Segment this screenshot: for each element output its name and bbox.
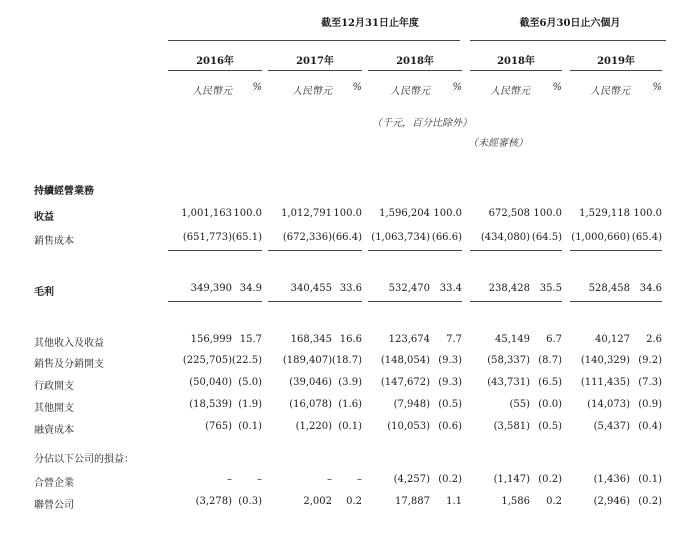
percent-cell: 0.2 — [546, 496, 562, 507]
row-label: 融資成本 — [34, 425, 74, 436]
percent-cell: (9.3) — [438, 377, 462, 388]
year-header: 2019年 — [597, 56, 635, 67]
year-header: 2017年 — [296, 56, 334, 67]
percent-cell: (18.7) — [331, 355, 362, 366]
group-underline-half-year — [470, 40, 666, 41]
amount-cell: (4,257) — [393, 474, 430, 485]
amount-cell: 349,390 — [190, 283, 232, 294]
amount-cell: 340,455 — [290, 283, 332, 294]
percent-cell: (0.2) — [638, 496, 662, 507]
percent-cell: (0.1) — [638, 474, 662, 485]
percent-cell: (66.6) — [431, 232, 462, 243]
amount-cell: 528,458 — [588, 283, 630, 294]
amount-cell: (1,220) — [295, 421, 332, 432]
year-underline — [368, 70, 462, 71]
amount-cell: (3,581) — [493, 421, 530, 432]
percent-cell: 34.6 — [639, 283, 662, 294]
percent-cell: 0.2 — [346, 496, 362, 507]
amount-cell: (10,053) — [387, 421, 430, 432]
section-title: 持續經營業務 — [34, 186, 94, 197]
percent-cell: (5.0) — [238, 377, 262, 388]
unit-percent: % — [252, 82, 262, 93]
percent-cell: (8.7) — [538, 355, 562, 366]
amount-cell: (651,773) — [182, 232, 232, 243]
amount-cell: (7,948) — [393, 399, 430, 410]
subtotal-rule — [570, 250, 662, 251]
percent-cell: (65.1) — [231, 232, 262, 243]
year-underline — [470, 70, 562, 71]
percent-cell: 100.0 — [333, 208, 362, 219]
unit-percent: % — [352, 82, 362, 93]
subtotal-rule — [470, 250, 562, 251]
amount-cell: (43,731) — [487, 377, 530, 388]
year-header: 2016年 — [196, 56, 234, 67]
percent-cell: (0.2) — [538, 474, 562, 485]
unit-percent: % — [452, 82, 462, 93]
percent-cell: 7.7 — [446, 334, 462, 345]
row-label: 行政開支 — [34, 381, 74, 392]
percent-cell: 16.6 — [339, 334, 362, 345]
amount-cell: 1,586 — [501, 496, 530, 507]
row-label: 銷售成本 — [34, 236, 74, 247]
percent-cell: 15.7 — [239, 334, 262, 345]
row-label: 銷售及分銷開支 — [34, 359, 104, 370]
subtotal-rule — [368, 301, 462, 302]
note-unaudited: （未經審核） — [468, 138, 528, 149]
unit-rmb: 人民幣元 — [292, 86, 332, 97]
amount-cell: 17,887 — [395, 496, 430, 507]
amount-cell: 123,674 — [388, 334, 430, 345]
percent-cell: (0.1) — [238, 421, 262, 432]
amount-cell: 2,002 — [303, 496, 332, 507]
percent-cell: 2.6 — [646, 334, 662, 345]
percent-cell: (0.0) — [538, 399, 562, 410]
amount-cell: 45,149 — [495, 334, 530, 345]
row-label: 收益 — [34, 212, 54, 223]
amount-cell: (111,435) — [580, 377, 630, 388]
unit-percent: % — [552, 82, 562, 93]
amount-cell: (55) — [509, 399, 530, 410]
amount-cell: (225,705) — [182, 355, 232, 366]
amount-cell: 40,127 — [595, 334, 630, 345]
percent-cell: (0.1) — [338, 421, 362, 432]
percent-cell: – — [257, 474, 262, 485]
row-label: 合營企業 — [34, 478, 74, 489]
percent-cell: 33.4 — [439, 283, 462, 294]
percent-cell: 100.0 — [433, 208, 462, 219]
amount-cell: (672,336) — [282, 232, 332, 243]
amount-cell: (16,078) — [289, 399, 332, 410]
amount-cell: (14,073) — [587, 399, 630, 410]
percent-cell: (64.5) — [531, 232, 562, 243]
unit-rmb: 人民幣元 — [490, 86, 530, 97]
percent-cell: (0.5) — [538, 421, 562, 432]
amount-cell: (434,080) — [480, 232, 530, 243]
amount-cell: (1,063,734) — [371, 232, 430, 243]
amount-cell: 532,470 — [388, 283, 430, 294]
unit-rmb: 人民幣元 — [390, 86, 430, 97]
percent-cell: (6.5) — [538, 377, 562, 388]
amount-cell: (147,672) — [380, 377, 430, 388]
subtotal-rule — [168, 250, 262, 251]
amount-cell: (189,407) — [282, 355, 332, 366]
amount-cell: (765) — [205, 421, 232, 432]
unit-rmb: 人民幣元 — [590, 86, 630, 97]
percent-cell: (7.3) — [638, 377, 662, 388]
percent-cell: (22.5) — [231, 355, 262, 366]
amount-cell: (140,329) — [580, 355, 630, 366]
year-underline — [168, 70, 262, 71]
subtotal-rule — [168, 301, 262, 302]
note-thousands: （千元，百分比除外） — [372, 118, 472, 129]
percent-cell: (0.4) — [638, 421, 662, 432]
percent-cell: (3.9) — [338, 377, 362, 388]
percent-cell: (1.9) — [238, 399, 262, 410]
amount-cell: 1,001,163 — [181, 208, 232, 219]
amount-cell: 1,012,791 — [281, 208, 332, 219]
percent-cell: 35.5 — [539, 283, 562, 294]
year-underline — [268, 70, 362, 71]
subtotal-rule — [368, 250, 462, 251]
subtotal-rule — [470, 301, 562, 302]
amount-cell: – — [327, 474, 332, 485]
amount-cell: (39,046) — [289, 377, 332, 388]
subtotal-rule — [570, 301, 662, 302]
amount-cell: 168,345 — [290, 334, 332, 345]
unit-percent: % — [652, 82, 662, 93]
amount-cell: (1,436) — [593, 474, 630, 485]
amount-cell: (3,278) — [195, 496, 232, 507]
percent-cell: (0.6) — [438, 421, 462, 432]
percent-cell: (65.4) — [631, 232, 662, 243]
percent-cell: (0.9) — [638, 399, 662, 410]
percent-cell: (0.2) — [438, 474, 462, 485]
percent-cell: (1.6) — [338, 399, 362, 410]
percent-cell: 34.9 — [239, 283, 262, 294]
percent-cell: 33.6 — [339, 283, 362, 294]
percent-cell: 100.0 — [233, 208, 262, 219]
group-header-annual: 截至12月31日止年度 — [321, 18, 419, 29]
percent-cell: 1.1 — [446, 496, 462, 507]
amount-cell: (2,946) — [593, 496, 630, 507]
percent-cell: 6.7 — [546, 334, 562, 345]
amount-cell: 672,508 — [488, 208, 530, 219]
row-label: 聯營公司 — [34, 500, 74, 511]
amount-cell: (1,000,660) — [571, 232, 630, 243]
percent-cell: 100.0 — [533, 208, 562, 219]
amount-cell: (50,040) — [189, 377, 232, 388]
percent-cell: (9.3) — [438, 355, 462, 366]
row-label: 其他收入及收益 — [34, 338, 104, 349]
amount-cell: 1,596,204 — [379, 208, 430, 219]
row-label: 其他開支 — [34, 403, 74, 414]
percent-cell: (66.4) — [331, 232, 362, 243]
unit-rmb: 人民幣元 — [192, 86, 232, 97]
percent-cell: (9.2) — [638, 355, 662, 366]
percent-cell: – — [357, 474, 362, 485]
group-header-half-year: 截至6月30日止六個月 — [519, 18, 621, 29]
percent-cell: (0.5) — [438, 399, 462, 410]
year-underline — [570, 70, 662, 71]
amount-cell: (18,539) — [189, 399, 232, 410]
amount-cell: 1,529,118 — [579, 208, 630, 219]
subtotal-rule — [268, 250, 362, 251]
subtotal-rule — [268, 301, 362, 302]
amount-cell: (148,054) — [380, 355, 430, 366]
amount-cell: (5,437) — [593, 421, 630, 432]
year-header: 2018年 — [497, 56, 535, 67]
share-caption: 分佔以下公司的損益： — [34, 454, 134, 465]
year-header: 2018年 — [396, 56, 434, 67]
amount-cell: – — [227, 474, 232, 485]
row-label: 毛利 — [34, 287, 54, 298]
group-underline-annual — [168, 40, 460, 41]
amount-cell: (1,147) — [493, 474, 530, 485]
amount-cell: 156,999 — [190, 334, 232, 345]
amount-cell: (58,337) — [487, 355, 530, 366]
percent-cell: 100.0 — [633, 208, 662, 219]
percent-cell: (0.3) — [238, 496, 262, 507]
amount-cell: 238,428 — [488, 283, 530, 294]
